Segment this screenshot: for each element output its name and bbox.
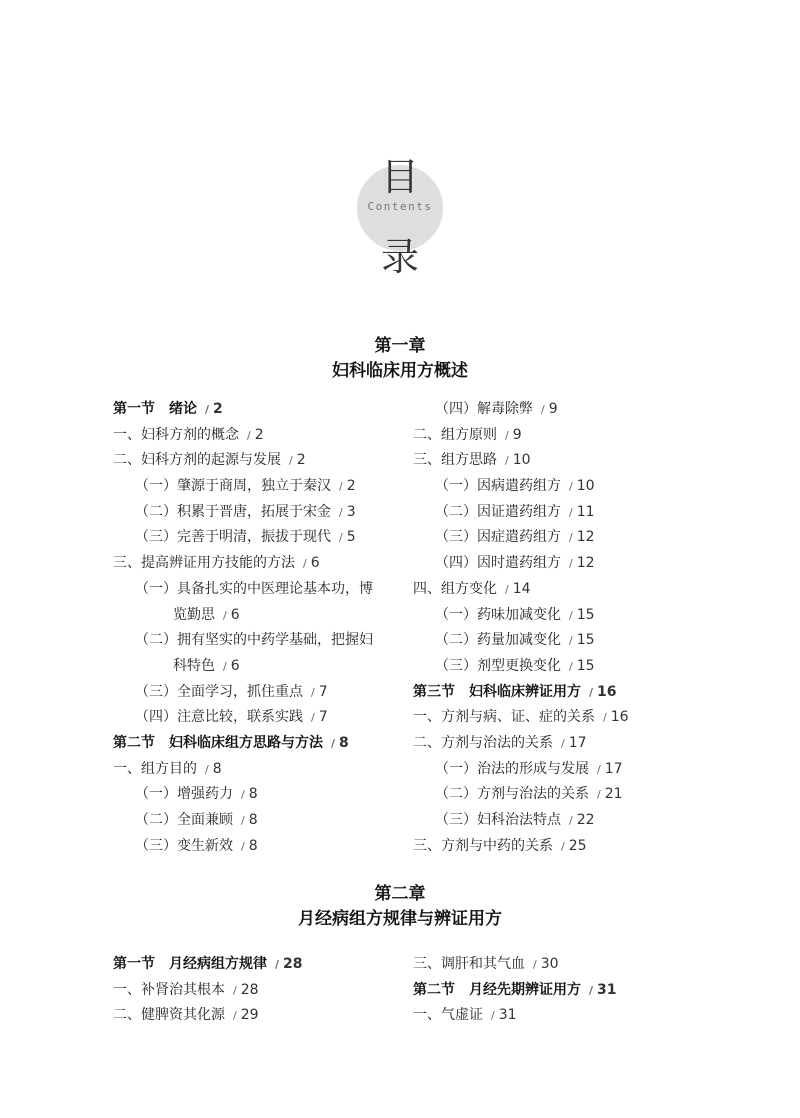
separator: / bbox=[569, 557, 573, 571]
toc-title-bottom: 录 bbox=[380, 235, 419, 279]
toc-page-number: 16 bbox=[597, 683, 617, 700]
toc-entry[interactable] bbox=[113, 757, 413, 783]
separator: / bbox=[205, 403, 210, 416]
separator: / bbox=[569, 634, 573, 648]
toc-page-number: 8 bbox=[248, 812, 258, 828]
separator: / bbox=[331, 736, 336, 750]
toc-entry-title: 第三节 妇科临床辨证用方 bbox=[413, 683, 581, 700]
toc-page-number: 15 bbox=[576, 657, 595, 674]
toc-entry[interactable] bbox=[113, 808, 413, 834]
separator: / bbox=[205, 762, 209, 776]
toc-page-number: 9 bbox=[548, 401, 558, 417]
chapter-2-title: 月经病组方规律与辨证用方 bbox=[298, 909, 502, 929]
toc-entry[interactable] bbox=[113, 978, 413, 1004]
toc-entry[interactable] bbox=[113, 731, 413, 757]
toc-page-number: 11 bbox=[576, 503, 595, 520]
toc-title-top: 目 bbox=[380, 155, 419, 199]
separator: / bbox=[505, 428, 509, 442]
toc-entry-title: （二）积累于晋唐，拓展于宋金 bbox=[135, 503, 331, 520]
toc-page-number: 31 bbox=[498, 1007, 517, 1024]
separator: / bbox=[339, 505, 343, 519]
toc-entry-title: （一）具备扎实的中医理论基本功，博 bbox=[135, 580, 373, 597]
toc-entry-title: 二、组方原则 bbox=[413, 426, 497, 443]
toc-entry-title: （二）因证遣药组方 bbox=[435, 503, 561, 520]
separator: / bbox=[275, 958, 280, 971]
toc-page-number: 8 bbox=[248, 837, 258, 854]
chapter-1-label: 第一章 bbox=[374, 336, 426, 356]
toc-entry-title: （一）因病遣药组方 bbox=[435, 478, 561, 495]
toc-page-number: 2 bbox=[296, 452, 306, 469]
toc-entry-title: 一、妇科方剂的概念 bbox=[113, 426, 239, 443]
toc-entry[interactable] bbox=[413, 448, 713, 474]
toc-entry-title: （一）增强药力 bbox=[135, 786, 233, 803]
toc-page-number: 28 bbox=[283, 956, 303, 972]
separator: / bbox=[569, 480, 573, 494]
toc-entry-title: 二、妇科方剂的起源与发展 bbox=[113, 452, 281, 469]
separator: / bbox=[541, 403, 545, 416]
toc-entry-title: 三、提高辨证用方技能的方法 bbox=[113, 555, 295, 572]
toc-entry-title: （三）妇科治法特点 bbox=[435, 812, 561, 828]
toc-entry-title: 二、健脾资其化源 bbox=[113, 1007, 225, 1024]
separator: / bbox=[569, 608, 573, 622]
toc-entry-title: （四）因时遣药组方 bbox=[435, 555, 561, 572]
separator: / bbox=[289, 454, 293, 468]
toc-entry[interactable] bbox=[113, 603, 413, 629]
toc-page-number: 10 bbox=[512, 452, 531, 469]
chapter-1-right-column bbox=[413, 397, 713, 859]
toc-entry-title: （三）完善于明清，振拔于现代 bbox=[135, 529, 331, 546]
toc-entry[interactable] bbox=[413, 551, 713, 577]
toc-entry-title: （三）因症遣药组方 bbox=[435, 529, 561, 546]
separator: / bbox=[561, 839, 565, 853]
separator: / bbox=[247, 428, 251, 442]
separator: / bbox=[311, 685, 315, 699]
toc-entry-title: （二）方剂与治法的关系 bbox=[435, 786, 589, 803]
toc-entry-title: （四）注意比较，联系实践 bbox=[135, 709, 303, 726]
toc-entry-title: 三、方剂与中药的关系 bbox=[413, 837, 553, 854]
toc-entry[interactable] bbox=[113, 448, 413, 474]
toc-page-number: 3 bbox=[346, 503, 356, 520]
toc-entry[interactable] bbox=[113, 500, 413, 526]
toc-page-number: 12 bbox=[576, 555, 595, 572]
toc-entry[interactable] bbox=[413, 500, 713, 526]
toc-entry[interactable] bbox=[413, 603, 713, 629]
toc-entry[interactable] bbox=[113, 782, 413, 808]
toc-page-number: 8 bbox=[248, 786, 258, 803]
toc-entry-title: 一、气虚证 bbox=[413, 1007, 483, 1024]
toc-entry-title: 一、方剂与病、证、症的关系 bbox=[413, 709, 595, 726]
toc-page-number: 21 bbox=[604, 786, 623, 803]
toc-page-number: 30 bbox=[540, 956, 559, 972]
chapter-2-left-column bbox=[113, 952, 413, 1029]
toc-entry[interactable] bbox=[113, 397, 413, 423]
separator: / bbox=[505, 582, 509, 596]
separator: / bbox=[569, 814, 573, 827]
separator: / bbox=[589, 983, 594, 997]
toc-entry-title: （三）全面学习，抓住重点 bbox=[135, 683, 303, 700]
separator: / bbox=[603, 711, 607, 725]
toc-entry-title: （二）拥有坚实的中药学基础，把握妇 bbox=[135, 632, 373, 649]
toc-entry[interactable] bbox=[113, 628, 413, 654]
toc-entry-title: 第二节 妇科临床组方思路与方法 bbox=[113, 734, 323, 751]
toc-page-number: 6 bbox=[230, 606, 240, 623]
separator: / bbox=[589, 685, 594, 699]
toc-entry[interactable] bbox=[113, 577, 413, 603]
toc-page-number: 28 bbox=[240, 981, 259, 998]
toc-entry-title: （二）药量加减变化 bbox=[435, 632, 561, 649]
toc-entry[interactable] bbox=[413, 628, 713, 654]
toc-entry-title: （三）变生新效 bbox=[135, 837, 233, 854]
toc-entry[interactable] bbox=[113, 680, 413, 706]
toc-entry[interactable] bbox=[113, 1003, 413, 1029]
toc-entry[interactable] bbox=[413, 731, 713, 757]
toc-entry[interactable] bbox=[413, 952, 713, 978]
toc-entry[interactable] bbox=[113, 551, 413, 577]
toc-page-number: 10 bbox=[576, 478, 595, 495]
toc-entry[interactable] bbox=[413, 705, 713, 731]
separator: / bbox=[569, 505, 573, 519]
toc-entry[interactable] bbox=[413, 808, 713, 834]
toc-page-number: 12 bbox=[576, 529, 595, 546]
toc-entry-title: 三、调肝和其气血 bbox=[413, 956, 525, 972]
toc-entry[interactable] bbox=[413, 834, 713, 860]
separator: / bbox=[505, 454, 509, 468]
toc-page-number: 15 bbox=[576, 606, 595, 623]
separator: / bbox=[241, 839, 245, 853]
separator: / bbox=[491, 1009, 495, 1023]
chapter-2-label: 第二章 bbox=[374, 884, 426, 904]
separator: / bbox=[597, 762, 601, 776]
toc-entry-title: 三、组方思路 bbox=[413, 452, 497, 469]
separator: / bbox=[241, 814, 245, 827]
toc-entry[interactable] bbox=[413, 654, 713, 680]
toc-page-number: 29 bbox=[240, 1007, 259, 1024]
toc-entry[interactable] bbox=[113, 705, 413, 731]
separator: / bbox=[241, 788, 245, 802]
toc-entry[interactable] bbox=[113, 834, 413, 860]
toc-entry-title: （三）剂型更换变化 bbox=[435, 657, 561, 674]
toc-entry-title: （一）药味加减变化 bbox=[435, 606, 561, 623]
toc-page-number: 2 bbox=[213, 401, 223, 417]
toc-entry-title: 第一节 月经病组方规律 bbox=[113, 956, 267, 972]
toc-entry[interactable] bbox=[113, 474, 413, 500]
toc-entry[interactable] bbox=[113, 654, 413, 680]
separator: / bbox=[561, 736, 565, 750]
separator: / bbox=[303, 557, 307, 571]
separator: / bbox=[233, 1009, 237, 1023]
toc-entry-title: 一、组方目的 bbox=[113, 760, 197, 777]
toc-page-number: 7 bbox=[318, 709, 328, 726]
separator: / bbox=[223, 659, 227, 673]
toc-entry-title: （二）全面兼顾 bbox=[135, 812, 233, 828]
separator: / bbox=[569, 531, 573, 545]
toc-page-number: 5 bbox=[346, 529, 356, 546]
toc-page-number: 17 bbox=[568, 734, 587, 751]
toc-entry[interactable] bbox=[413, 474, 713, 500]
toc-entry[interactable] bbox=[113, 952, 413, 978]
toc-entry-title: 二、方剂与治法的关系 bbox=[413, 734, 553, 751]
toc-entry[interactable] bbox=[413, 680, 713, 706]
separator: / bbox=[339, 531, 343, 545]
toc-entry[interactable] bbox=[413, 978, 713, 1004]
toc-page-number: 8 bbox=[212, 760, 222, 777]
toc-entry-title: 第二节 月经先期辨证用方 bbox=[413, 981, 581, 998]
separator: / bbox=[597, 788, 601, 802]
toc-entry[interactable] bbox=[413, 525, 713, 551]
separator: / bbox=[223, 608, 227, 622]
separator: / bbox=[311, 711, 315, 725]
chapter-2-right-column bbox=[413, 952, 713, 1029]
toc-entry-title: 科特色 bbox=[173, 657, 215, 674]
toc-page-number: 2 bbox=[346, 478, 356, 495]
separator: / bbox=[569, 659, 573, 673]
toc-entry-title: 四、组方变化 bbox=[413, 580, 497, 597]
chapter-1-title: 妇科临床用方概述 bbox=[332, 361, 468, 381]
toc-subtitle: Contents bbox=[367, 200, 433, 213]
separator: / bbox=[533, 958, 537, 971]
toc-page-number: 6 bbox=[230, 657, 240, 674]
toc-page-number: 6 bbox=[310, 555, 320, 572]
toc-page-number: 31 bbox=[597, 981, 617, 998]
toc-page-number: 9 bbox=[512, 426, 522, 443]
chapter-1-left-column bbox=[113, 397, 413, 859]
toc-page-number: 25 bbox=[568, 837, 587, 854]
toc-entry-title: （四）解毒除弊 bbox=[435, 401, 533, 417]
toc-page-number: 7 bbox=[318, 683, 328, 700]
toc-entry-title: 览勤思 bbox=[173, 606, 215, 623]
toc-entry[interactable] bbox=[413, 423, 713, 449]
toc-entry[interactable] bbox=[113, 525, 413, 551]
toc-entry[interactable] bbox=[413, 757, 713, 783]
toc-entry[interactable] bbox=[413, 1003, 713, 1029]
toc-entry[interactable] bbox=[413, 397, 713, 423]
toc-page-number: 2 bbox=[254, 426, 264, 443]
toc-entry-title: （一）治法的形成与发展 bbox=[435, 760, 589, 777]
toc-entry-title: 一、补肾治其根本 bbox=[113, 981, 225, 998]
toc-page-number: 14 bbox=[512, 580, 531, 597]
toc-entry-title: 第一节 绪论 bbox=[113, 401, 197, 417]
toc-entry[interactable] bbox=[413, 577, 713, 603]
separator: / bbox=[233, 983, 237, 997]
toc-page-number: 17 bbox=[604, 760, 623, 777]
toc-entry[interactable] bbox=[113, 423, 413, 449]
toc-page-number: 22 bbox=[576, 812, 595, 828]
toc-page-number: 8 bbox=[339, 734, 349, 751]
toc-page-number: 16 bbox=[610, 709, 629, 726]
toc-entry[interactable] bbox=[413, 782, 713, 808]
toc-entry-title: （一）肇源于商周，独立于秦汉 bbox=[135, 478, 331, 495]
toc-page-number: 15 bbox=[576, 632, 595, 649]
separator: / bbox=[339, 480, 343, 494]
